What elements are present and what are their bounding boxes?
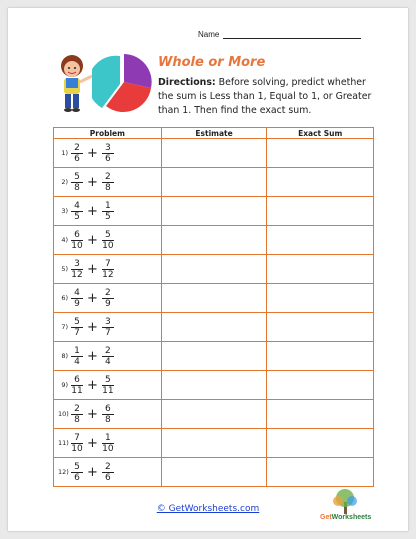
- denominator: 11: [71, 385, 83, 396]
- fraction-b: [102, 259, 114, 280]
- exact-sum-cell[interactable]: [267, 197, 374, 226]
- fraction-a: [71, 404, 83, 425]
- numerator: 5: [105, 229, 111, 240]
- problem-cell: [54, 255, 162, 284]
- estimate-cell[interactable]: [161, 197, 267, 226]
- directions-text: [158, 76, 380, 118]
- table-row: [54, 429, 374, 458]
- exact-sum-cell[interactable]: [267, 139, 374, 168]
- estimate-cell[interactable]: [161, 313, 267, 342]
- plus-sign: +: [87, 174, 98, 190]
- table-row: [54, 400, 374, 429]
- denominator: 8: [74, 182, 80, 193]
- plus-sign: +: [87, 464, 98, 480]
- problem-number: 8): [61, 352, 68, 360]
- table-row: [54, 226, 374, 255]
- denominator: 10: [102, 443, 114, 454]
- estimate-cell[interactable]: [161, 342, 267, 371]
- fraction-a: [71, 259, 83, 280]
- problem-number: 9): [61, 381, 68, 389]
- problem-number: 5): [61, 265, 68, 273]
- exact-sum-cell[interactable]: [267, 313, 374, 342]
- numerator: 5: [105, 374, 111, 385]
- fraction-a: [71, 172, 83, 193]
- table-header-row: [54, 128, 374, 139]
- exact-sum-cell[interactable]: [267, 342, 374, 371]
- fraction-b: [102, 404, 114, 425]
- denominator: 12: [102, 269, 114, 280]
- exact-sum-cell[interactable]: [267, 168, 374, 197]
- numerator: 6: [74, 374, 80, 385]
- fraction-a: [71, 375, 83, 396]
- problem-cell: [54, 284, 162, 313]
- worksheet-title: Whole or More: [158, 55, 266, 70]
- denominator: 9: [74, 298, 80, 309]
- denominator: 4: [74, 356, 80, 367]
- denominator: 7: [105, 327, 111, 338]
- denominator: 8: [105, 182, 111, 193]
- fraction-b: [102, 143, 114, 164]
- numerator: 3: [74, 258, 80, 269]
- numerator: 4: [74, 287, 80, 298]
- denominator: 5: [74, 211, 80, 222]
- exact-sum-cell[interactable]: [267, 371, 374, 400]
- table-row: [54, 458, 374, 487]
- estimate-cell[interactable]: [161, 139, 267, 168]
- denominator: 9: [105, 298, 111, 309]
- name-label: Name: [198, 30, 220, 39]
- problem-number: 2): [61, 178, 68, 186]
- fraction-b: [102, 288, 114, 309]
- problem-cell: [54, 139, 162, 168]
- problem-cell: [54, 226, 162, 255]
- denominator: 4: [105, 356, 111, 367]
- problem-cell: [54, 168, 162, 197]
- plus-sign: +: [87, 377, 98, 393]
- plus-sign: +: [87, 145, 98, 161]
- header-estimate: Estimate: [161, 128, 267, 139]
- numerator: 5: [74, 316, 80, 327]
- fraction-a: [71, 201, 83, 222]
- numerator: 2: [105, 345, 111, 356]
- estimate-cell[interactable]: [161, 429, 267, 458]
- plus-sign: +: [87, 319, 98, 335]
- denominator: 10: [102, 240, 114, 251]
- header-exact-sum: Exact Sum: [267, 128, 374, 139]
- plus-sign: +: [87, 435, 98, 451]
- plus-sign: +: [87, 203, 98, 219]
- problem-number: 7): [61, 323, 68, 331]
- worksheet-page: [8, 8, 408, 531]
- fraction-b: [102, 230, 114, 251]
- numerator: 2: [74, 142, 80, 153]
- fraction-pie-icon: [92, 50, 152, 114]
- estimate-cell[interactable]: [161, 284, 267, 313]
- numerator: 1: [74, 345, 80, 356]
- numerator: 6: [105, 403, 111, 414]
- exact-sum-cell[interactable]: [267, 458, 374, 487]
- numerator: 1: [105, 200, 111, 211]
- exact-sum-cell[interactable]: [267, 429, 374, 458]
- denominator: 6: [74, 153, 80, 164]
- estimate-cell[interactable]: [161, 226, 267, 255]
- numerator: 7: [74, 432, 80, 443]
- plus-sign: +: [87, 232, 98, 248]
- numerator: 6: [74, 229, 80, 240]
- numerator: 7: [105, 258, 111, 269]
- exact-sum-cell[interactable]: [267, 255, 374, 284]
- denominator: 6: [105, 472, 111, 483]
- fraction-b: [102, 462, 114, 483]
- exact-sum-cell[interactable]: [267, 400, 374, 429]
- numerator: 2: [74, 403, 80, 414]
- fraction-b: [102, 375, 114, 396]
- logo-wordmark: [320, 514, 371, 521]
- table-row: [54, 255, 374, 284]
- exact-sum-cell[interactable]: [267, 284, 374, 313]
- name-field: [198, 30, 361, 39]
- table-row: [54, 168, 374, 197]
- estimate-cell[interactable]: [161, 458, 267, 487]
- numerator: 2: [105, 461, 111, 472]
- fraction-a: [71, 143, 83, 164]
- fraction-b: [102, 317, 114, 338]
- denominator: 11: [102, 385, 114, 396]
- problem-cell: [54, 400, 162, 429]
- denominator: 7: [74, 327, 80, 338]
- fraction-a: [71, 288, 83, 309]
- fraction-b: [102, 201, 114, 222]
- directions-lead: Directions:: [158, 77, 216, 88]
- fraction-b: [102, 346, 114, 367]
- problem-number: 6): [61, 294, 68, 302]
- directions-body: Before solving, predict whether the sum is Less than 1, Equal to 1, or Greater than 1. Then find the exact sum.: [158, 77, 372, 116]
- problem-number: 11): [58, 439, 69, 447]
- fraction-a: [71, 230, 83, 251]
- numerator: 3: [105, 142, 111, 153]
- problem-number: 10): [58, 410, 69, 418]
- numerator: 5: [74, 461, 80, 472]
- problem-number: 1): [61, 149, 68, 157]
- plus-sign: +: [87, 406, 98, 422]
- plus-sign: +: [87, 290, 98, 306]
- numerator: 3: [105, 316, 111, 327]
- problem-number: 12): [58, 468, 69, 476]
- denominator: 6: [74, 472, 80, 483]
- estimate-cell[interactable]: [161, 168, 267, 197]
- denominator: 10: [71, 240, 83, 251]
- table-row: [54, 197, 374, 226]
- problem-cell: [54, 313, 162, 342]
- denominator: 10: [71, 443, 83, 454]
- fraction-a: [71, 317, 83, 338]
- table-row: [54, 284, 374, 313]
- denominator: 5: [105, 211, 111, 222]
- table-row: [54, 371, 374, 400]
- exact-sum-cell[interactable]: [267, 226, 374, 255]
- footer-link[interactable]: © GetWorksheets.com: [156, 504, 260, 514]
- fraction-a: [71, 462, 83, 483]
- logo-word-worksheets: Worksheets: [331, 514, 372, 521]
- fraction-a: [71, 433, 83, 454]
- numerator: 4: [74, 200, 80, 211]
- problem-cell: [54, 342, 162, 371]
- problem-cell: [54, 429, 162, 458]
- problem-cell: [54, 197, 162, 226]
- problem-cell: [54, 371, 162, 400]
- logo-word-get: Get: [320, 514, 332, 521]
- header-problem: Problem: [54, 128, 162, 139]
- denominator: 8: [105, 414, 111, 425]
- problem-cell: [54, 458, 162, 487]
- plus-sign: +: [87, 261, 98, 277]
- plus-sign: +: [87, 348, 98, 364]
- denominator: 8: [74, 414, 80, 425]
- denominator: 6: [105, 153, 111, 164]
- fraction-b: [102, 433, 114, 454]
- fraction-b: [102, 172, 114, 193]
- problem-number: 4): [61, 236, 68, 244]
- denominator: 12: [71, 269, 83, 280]
- numerator: 5: [74, 171, 80, 182]
- table-row: [54, 342, 374, 371]
- numerator: 2: [105, 287, 111, 298]
- numerator: 1: [105, 432, 111, 443]
- fraction-a: [71, 346, 83, 367]
- estimate-cell[interactable]: [161, 371, 267, 400]
- problem-number: 3): [61, 207, 68, 215]
- table-row: [54, 313, 374, 342]
- name-line: [223, 31, 361, 39]
- table-row: [54, 139, 374, 168]
- problem-table: [53, 127, 374, 487]
- estimate-cell[interactable]: [161, 255, 267, 284]
- numerator: 2: [105, 171, 111, 182]
- estimate-cell[interactable]: [161, 400, 267, 429]
